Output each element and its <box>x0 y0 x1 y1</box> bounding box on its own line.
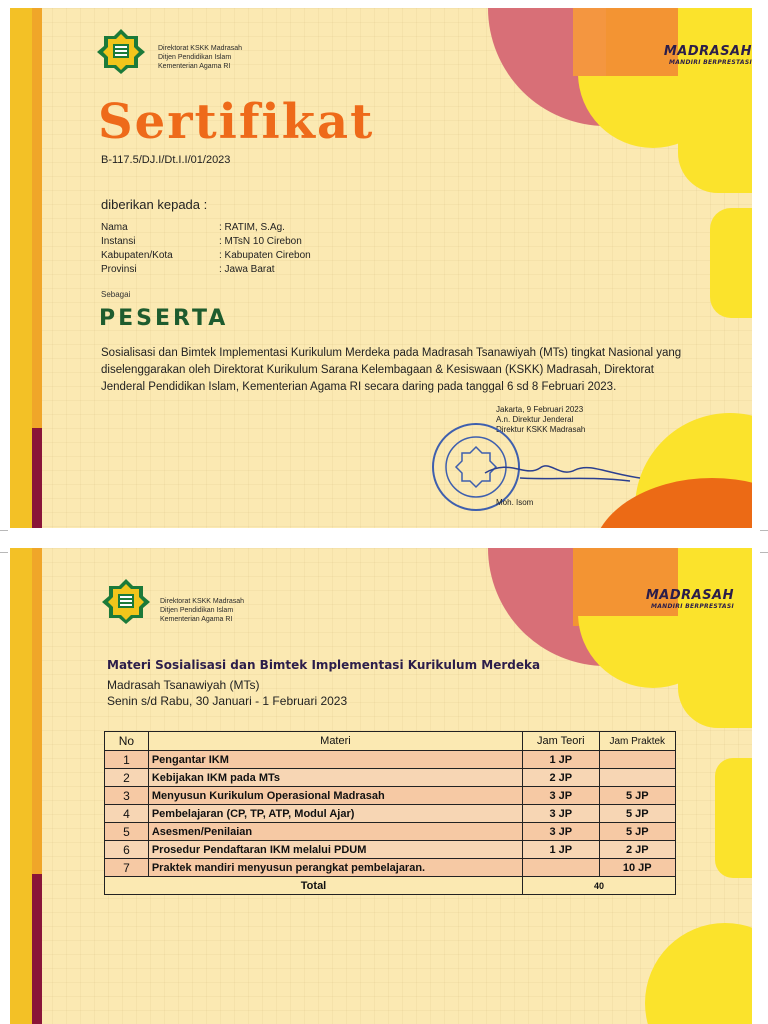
yellow-right-block <box>678 8 752 193</box>
row-jam-praktek <box>599 769 675 787</box>
yellow-right-arc <box>645 923 752 1024</box>
given-to-label: diberikan kepada : <box>101 197 208 212</box>
header-no: No <box>105 732 149 751</box>
table-total-row <box>105 877 676 895</box>
left-yellow-strip <box>10 8 32 528</box>
certificate-title: Sertifikat <box>98 94 375 150</box>
header-jam-praktek: Jam Praktek <box>599 732 675 751</box>
crop-mark <box>760 530 768 531</box>
sign-line: A.n. Direktur Jenderal <box>496 415 574 424</box>
total-label: Total <box>105 877 523 895</box>
field-row <box>101 249 311 263</box>
field-label: Provinsi <box>101 264 137 275</box>
ministry-block <box>158 44 242 71</box>
brand-sub: MANDIRI BERPRESTASI <box>650 603 734 610</box>
field-value: : RATIM, S.Ag. <box>219 222 285 233</box>
field-label: Instansi <box>101 236 136 247</box>
as-label: Sebagai <box>101 290 131 299</box>
field-label: Kabupaten/Kota <box>101 250 173 261</box>
brand-sub: MANDIRI BERPRESTASI <box>668 59 752 66</box>
signature-scribble-icon <box>480 448 650 493</box>
ministry-line: Kementerian Agama RI <box>158 63 231 70</box>
ministry-line: Direktorat KSKK Madrasah <box>160 598 245 605</box>
row-jam-teori: 1 JP <box>523 841 599 859</box>
row-no: 1 <box>105 751 149 769</box>
materials-title: Materi Sosialisasi dan Bimtek Implementasi Kurikulum Merdeka <box>107 658 541 672</box>
row-materi: Kebijakan IKM pada MTs <box>148 769 522 787</box>
table-row <box>105 751 676 769</box>
table-row <box>105 805 676 823</box>
row-jam-teori <box>523 859 599 877</box>
materials-table <box>104 731 676 895</box>
table-row <box>105 823 676 841</box>
row-jam-praktek: 5 JP <box>599 805 675 823</box>
kemenag-logo-icon <box>95 28 147 74</box>
row-materi: Pengantar IKM <box>148 751 522 769</box>
row-jam-teori: 2 JP <box>523 769 599 787</box>
table-row <box>105 841 676 859</box>
kemenag-logo-icon <box>100 578 152 624</box>
row-materi: Pembelajaran (CP, TP, ATP, Modul Ajar) <box>148 805 522 823</box>
brand-main: MADRASAH <box>663 44 752 59</box>
field-value: : Jawa Barat <box>219 264 275 275</box>
row-no: 2 <box>105 769 149 787</box>
left-maroon-strip <box>32 428 42 528</box>
crop-mark <box>760 552 768 553</box>
madrasah-brand <box>600 588 734 610</box>
left-yellow-strip <box>10 548 32 1024</box>
row-no: 7 <box>105 859 149 877</box>
field-row <box>101 235 311 249</box>
row-materi: Menyusun Kurikulum Operasional Madrasah <box>148 787 522 805</box>
header-jam-teori: Jam Teori <box>523 732 599 751</box>
row-jam-praktek: 10 JP <box>599 859 675 877</box>
row-jam-teori: 3 JP <box>523 805 599 823</box>
left-maroon-strip <box>32 874 42 1024</box>
field-row <box>101 221 311 235</box>
row-jam-teori: 3 JP <box>523 787 599 805</box>
signer-name: Moh. Isom <box>496 498 534 507</box>
certificate-page <box>10 8 752 528</box>
field-label: Nama <box>101 222 128 233</box>
yellow-right-block <box>678 548 752 728</box>
total-value: 40 <box>523 877 676 895</box>
row-no: 5 <box>105 823 149 841</box>
row-jam-praktek <box>599 751 675 769</box>
table-row <box>105 787 676 805</box>
ministry-block <box>160 597 244 624</box>
ministry-line: Kementerian Agama RI <box>160 616 233 623</box>
row-jam-praktek: 5 JP <box>599 787 675 805</box>
ministry-line: Ditjen Pendidikan Islam <box>160 607 234 614</box>
field-value: : Kabupaten Cirebon <box>219 250 311 261</box>
row-no: 4 <box>105 805 149 823</box>
crop-mark <box>0 552 8 553</box>
row-jam-praktek: 2 JP <box>599 841 675 859</box>
field-value: : MTsN 10 Cirebon <box>219 236 302 247</box>
recipient-fields <box>101 221 311 277</box>
certificate-number: B-117.5/DJ.I/Dt.I.I/01/2023 <box>101 154 231 166</box>
table-row <box>105 769 676 787</box>
header-materi: Materi <box>148 732 522 751</box>
row-jam-teori: 1 JP <box>523 751 599 769</box>
table-header-row <box>105 732 676 751</box>
row-materi: Praktek mandiri menyusun perangkat pembelajaran. <box>148 859 522 877</box>
sign-line: Jakarta, 9 Februari 2023 <box>496 405 584 414</box>
table-row <box>105 859 676 877</box>
materials-dates: Senin s/d Rabu, 30 Januari - 1 Februari 2023 <box>107 694 348 708</box>
materials-subtitle <box>107 677 347 709</box>
crop-mark <box>0 530 8 531</box>
sign-line: Direktur KSKK Madrasah <box>496 425 586 434</box>
row-materi: Prosedur Pendaftaran IKM melalui PDUM <box>148 841 522 859</box>
row-no: 6 <box>105 841 149 859</box>
role-title: PESERTA <box>99 306 229 331</box>
yellow-right-pill <box>710 208 752 318</box>
field-row <box>101 263 311 277</box>
ministry-line: Ditjen Pendidikan Islam <box>158 54 232 61</box>
row-jam-praktek: 5 JP <box>599 823 675 841</box>
ministry-line: Direktorat KSKK Madrasah <box>158 45 243 52</box>
row-jam-teori: 3 JP <box>523 823 599 841</box>
row-materi: Asesmen/Penilaian <box>148 823 522 841</box>
brand-main: MADRASAH <box>645 588 734 603</box>
yellow-right-pill <box>715 758 752 878</box>
materials-level: Madrasah Tsanawiyah (MTs) <box>107 678 260 692</box>
materials-page <box>10 548 752 1024</box>
certificate-description: Sosialisasi dan Bimtek Implementasi Kurikulum Merdeka pada Madrasah Tsanawiyah (MTs) tingkat Nasional yang diselenggarakan oleh Direktorat Kurikulum Sarana Kelembagaan & Kesiswaan (KSKK) Madrasah, Direktorat Jenderal Pendidikan Islam, Kementerian Agama RI secara daring pada tanggal 6 sd 8 Februari 2023. <box>101 347 682 393</box>
madrasah-brand <box>610 44 752 66</box>
row-no: 3 <box>105 787 149 805</box>
